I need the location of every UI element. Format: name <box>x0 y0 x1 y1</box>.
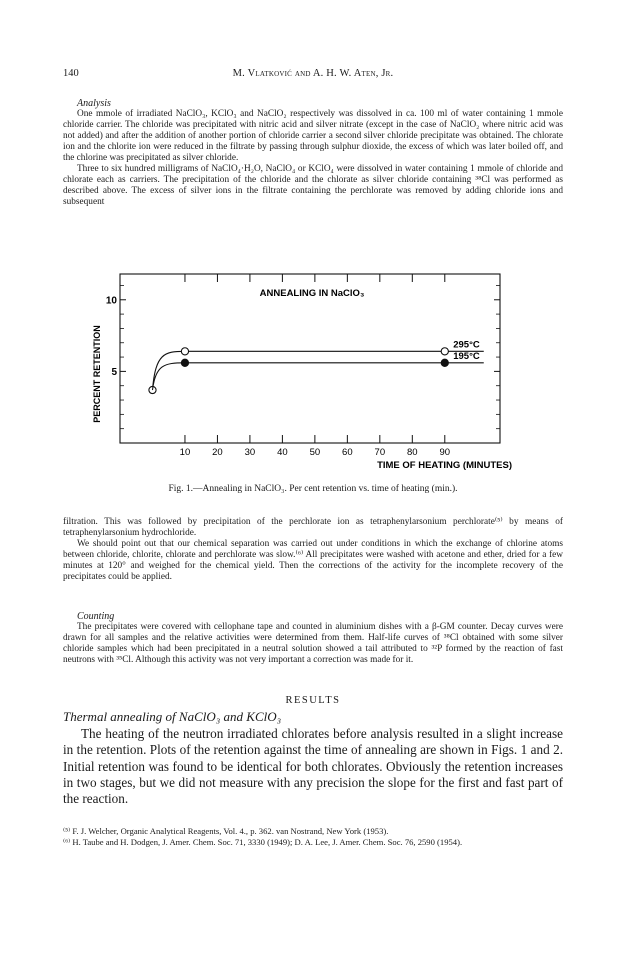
analysis-heading: Analysis <box>77 98 111 109</box>
analysis-paragraph-1: One mmole of irradiated NaClO₃, KClO₃ and NaClO₂ respectively was dissolved in ca. 100 ml of water containing 1 mmole chloride carrier. The chloride was precipitated with nitric acid and silver nitrate (except in the case of NaClO₂ where nitric acid was not added) and after the addition of another portion of chloride carrier a second silver chloride precipitate was obtained. The chlorate ion and the chlorite ion were reduced in the filtrate by passing through sulphur dioxide, the excess of which was later boiled off, and the chlorine was precipitated as silver chloride. <box>63 109 563 163</box>
chart-title: ANNEALING IN NaClO₃ <box>259 288 365 299</box>
results-section <box>63 693 563 808</box>
x-tick-label: 80 <box>407 447 418 458</box>
open-circle-point <box>181 348 188 355</box>
chart-series <box>149 339 484 393</box>
continuation-paragraph-1: filtration. This was followed by precipitation of the perchlorate ion as tetraphenylarsonium perchlorate⁽⁵⁾ by means of tetraphenylarsonium hydrochloride. <box>63 517 563 538</box>
continuation-section <box>63 517 563 583</box>
analysis-section <box>63 98 563 208</box>
x-tick-label: 90 <box>439 447 451 458</box>
counting-paragraph-1: The precipitates were covered with cellophane tape and counted in aluminium dishes with a β-GM counter. Decay curves were drawn for all samples and the relative activities were determined from them. Half-life curves of ³⁸Cl obtained with some silver chloride samples which had been precipitated in a neutral solution showed a tail attributed to ³²P formed by the reaction of fast neutrons with ³⁵Cl. Although this activity was not very important a correction was made for it. <box>63 622 563 665</box>
continuation-paragraph-2: We should point out that our chemical separation was carried out under conditions in which the exchange of chlorine atoms between chloride, chlorite, chlorate and perchlorate was slow.⁽⁶⁾ All precipitates were washed with acetone and ether, dried for a few minutes at 120° and weighed for the chemical yield. Then the corrections of the activity for the incomplete recovery of the precipitates could be applied. <box>63 539 563 582</box>
y-tick-label: 10 <box>105 295 117 307</box>
series-label: 195°C <box>453 350 480 362</box>
series-label: 295°C <box>453 339 480 351</box>
results-subheading: Thermal annealing of NaClO₃ and KClO₃ <box>63 709 282 725</box>
x-tick-label: 30 <box>244 447 256 458</box>
plot-frame <box>120 274 500 443</box>
filled-circle-point <box>181 359 188 366</box>
running-head: M. Vlatković and A. H. W. Aten, Jr. <box>232 68 394 79</box>
chart-y-axis-label: PERCENT RETENTION <box>92 325 102 423</box>
series-line <box>152 363 483 390</box>
counting-heading: Counting <box>77 611 115 622</box>
figure-1-chart <box>0 256 624 486</box>
series-line <box>152 351 483 390</box>
chart-x-axis-label: TIME OF HEATING (MINUTES) <box>377 460 512 471</box>
x-tick-label: 70 <box>374 447 386 458</box>
references <box>63 826 563 847</box>
open-circle-point <box>441 348 448 355</box>
y-tick-label: 5 <box>111 366 117 378</box>
x-tick-label: 50 <box>309 447 321 458</box>
x-tick-label: 10 <box>179 447 191 458</box>
reference-6: ⁽⁶⁾ H. Taube and H. Dodgen, J. Amer. Chem. Soc. 71, 3330 (1949); D. A. Lee, J. Amer. Chem. Soc. 76, 2590 (1954). <box>63 836 463 847</box>
x-tick-label: 60 <box>342 447 353 458</box>
chart-axes <box>120 274 500 443</box>
page-number: 140 <box>63 68 79 79</box>
analysis-paragraph-2: Three to six hundred milligrams of NaClO₄·H₂O, NaClO₄ or KClO₄ were dissolved in water containing 1 mmole of chloride and chlorate each as carriers. The precipitation of the chloride and the chlorate as silver chloride containing ³⁸Cl was performed as described above. The excess of silver ions in the filtrate containing the perchlorate was removed by adding chloride ions and subsequent <box>63 164 563 207</box>
results-heading: RESULTS <box>285 695 341 706</box>
page-header <box>63 68 563 82</box>
x-tick-label: 40 <box>277 447 288 458</box>
x-tick-label: 20 <box>212 447 223 458</box>
results-paragraph: The heating of the neutron irradiated chlorates before analysis resulted in a slight increase in the retention. Plots of the retention against the time of annealing are shown in Figs. 1 and 2. Initial retention was found to be identical for both chlorates. Obviously the retention increases in two stages, but we did not measure with any precision the slope for the first and fast part of the reaction. <box>63 725 563 807</box>
filled-circle-point <box>441 359 448 366</box>
counting-section <box>63 611 563 666</box>
figure-caption: Fig. 1.—Annealing in NaClO₃. Per cent retention vs. time of heating (min.). <box>168 484 458 494</box>
reference-5: ⁽⁵⁾ F. J. Welcher, Organic Analytical Reagents, Vol. 4., p. 362. van Nostrand, New York (1953). <box>63 826 389 836</box>
